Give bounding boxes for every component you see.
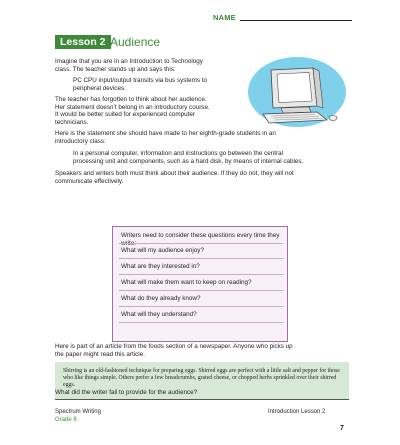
divider [119,290,283,291]
mouse [329,116,337,121]
text-line: Imagine that you are in an Introduction to Technology [55,58,203,65]
questions-header: Writers need to consider these questions every time they write: [121,232,280,247]
divider [119,243,283,244]
footer-book-title: Spectrum Writing [55,409,101,415]
teacher-quote-1 [73,77,207,92]
name-label: NAME [213,13,236,22]
text-line: class. The teacher stands up and says this: [55,65,176,73]
divider [119,306,283,307]
text-line: PC CPU input/output transits via bus systems to [73,77,208,84]
name-write-line[interactable] [240,20,352,21]
intro-paragraph-4 [55,170,294,185]
text-line: Here is part of an article from the foods section of a newspaper. Anyone who picks up [55,343,293,350]
text-line: In a personal computer, information and instructions go between the central [73,150,284,157]
question-item: What do they already know? [121,295,201,302]
writer-question: What did the writer fail to provide for the audience? [55,389,198,396]
text-line: processing unit and components, such as a hard disk, by means of internal cables. [73,157,304,165]
divider [119,258,283,259]
page-number: 7 [340,425,344,432]
footer-section: Introduction Lesson 2 [268,409,326,415]
footer-grade: Grade 8 [55,417,77,423]
text-line: The teacher has forgotten to think about her audience. [55,96,207,103]
intro-paragraph-1 [55,58,203,73]
text-line: communicate effectively. [55,177,124,185]
question-item: What will my audience enjoy? [121,247,204,254]
monitor-screen [277,73,312,103]
text-line: the paper might read this article. [55,350,145,358]
lesson-badge: Lesson 2 [55,35,111,49]
text-line: Speakers and writers both must think about their audience. If they do not, they will not [55,170,294,177]
question-item: What are they interested in? [121,263,200,270]
text-line: Her statement doesn’t belong in an introductory course. [55,103,210,111]
divider [119,322,283,323]
teacher-quote-2 [73,150,303,165]
lesson-title: Audience [110,35,161,49]
answer-line-1[interactable] [55,399,349,400]
text-line: introductory class: [55,137,106,145]
question-item: What will they understand? [121,311,197,318]
text-line: peripheral devices. [73,84,126,92]
computer-illustration [247,54,347,128]
intro-paragraph-2 [55,96,210,126]
text-line: Here is the statement she should have made to her eighth-grade students in an [55,130,276,137]
article-text: Shirring is an old-fashioned technique for preparing eggs. Shirred eggs are perfect with a little salt and pepper for those who like things simple. Others prefer a few breadcrumbs, grated cheese, or chopped herbs sprinkled over their shirred eggs. [63,368,340,389]
question-item: What will make them want to keep on reading? [121,279,252,286]
text-line: It would be better suited for experienced computer [55,111,196,119]
divider [119,274,283,275]
intro-paragraph-3 [55,130,276,145]
questions-box [112,226,288,342]
text-line: technicians. [55,118,89,126]
article-intro [55,343,293,358]
